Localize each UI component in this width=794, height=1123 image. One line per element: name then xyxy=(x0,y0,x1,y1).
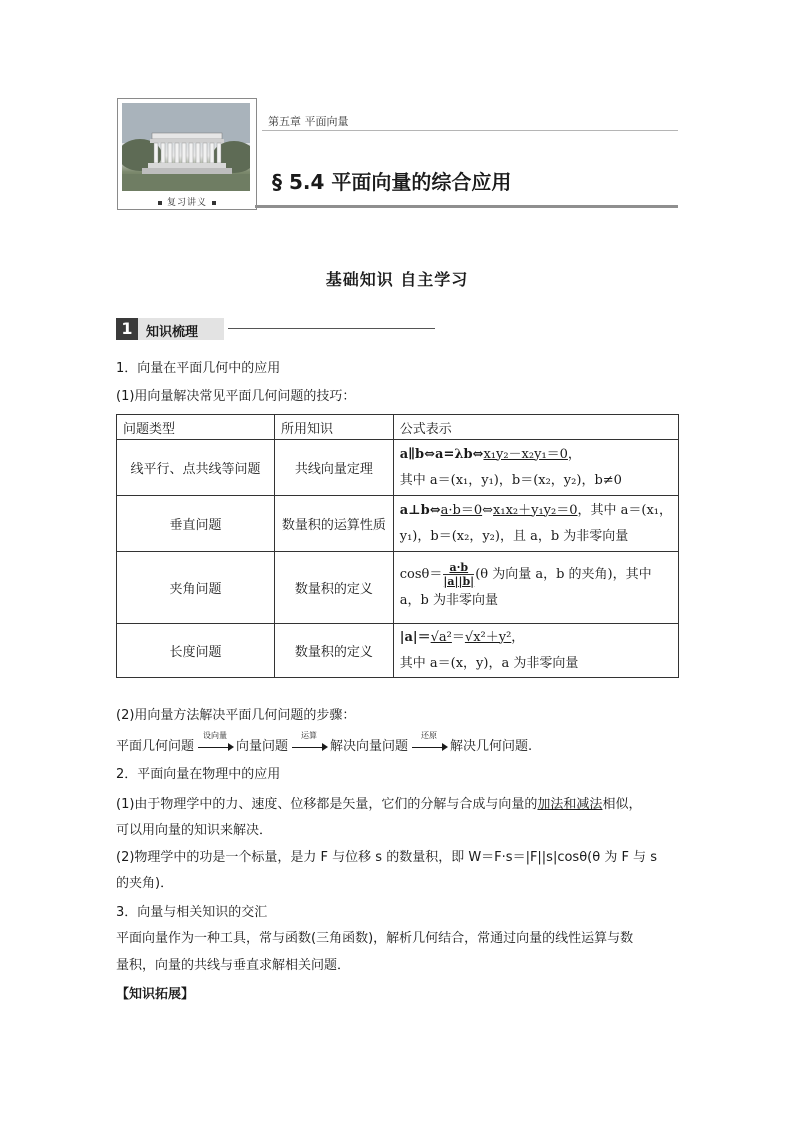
row-type: 夹角问题 xyxy=(117,552,275,624)
photo-caption: 复习讲义 xyxy=(118,195,256,208)
sec1-sub1: (1)用向量解决常见平面几何问题的技巧： xyxy=(116,389,356,404)
sec3-title: 3．向量与相关知识的交汇 xyxy=(116,905,268,920)
step-text: 解决向量问题 xyxy=(330,739,409,754)
formula-text: a∥b⇔a=λb⇔ xyxy=(399,446,484,462)
arrow-label: 设向量 xyxy=(203,731,228,740)
fraction xyxy=(443,561,474,588)
chapter-label: 第五章 平面向量 xyxy=(268,115,349,128)
arrow-label: 运算 xyxy=(301,731,318,740)
row-formula xyxy=(393,496,678,552)
header-divider xyxy=(262,130,678,131)
badge-label: 知识梳理 xyxy=(146,325,199,340)
sec2-title: 2．平面向量在物理中的应用 xyxy=(116,767,281,782)
formula-text: ， xyxy=(567,446,581,462)
arrow xyxy=(194,731,236,755)
main-title: 基础知识 自主学习 xyxy=(325,270,469,289)
row-knowledge: 数量积的定义 xyxy=(274,624,393,678)
arrow xyxy=(288,731,330,755)
row-formula xyxy=(393,624,678,678)
sec3-p: 平面向量作为一种工具，常与函数(三角函数)，解析几何结合，常通过向量的线性运算与数 xyxy=(116,931,634,946)
formula-text: (θ 为向量 a，b 的夹角)，其中 xyxy=(475,567,652,582)
row-type: 线平行、点共线等问题 xyxy=(117,440,275,496)
sec2-p1 xyxy=(116,796,641,813)
underlined-term: 加法和减法 xyxy=(537,797,603,812)
sec2-p1-line2: 可以用向量的知识来解决． xyxy=(116,823,273,838)
formula-blank: a·b＝0 xyxy=(440,502,483,518)
formula-text: ， xyxy=(511,629,525,645)
formula-text: |a|＝ xyxy=(399,629,431,645)
formula-blank: √a² xyxy=(430,629,452,645)
row-type: 长度问题 xyxy=(117,624,275,678)
sec2-p2: (2)物理学中的功是一个标量，是力 F 与位移 s 的数量积，即 W＝F·s＝|F||s|cosθ(θ 为 F 与 s xyxy=(116,850,657,865)
table-row xyxy=(117,440,679,496)
text: (1)由于物理学中的力、速度、位移都是矢量，它们的分解与合成与向量的 xyxy=(116,797,538,812)
steps-flow xyxy=(116,731,533,755)
step-text: 解决几何问题. xyxy=(450,739,533,754)
knowledge-extension: 【知识拓展】 xyxy=(116,987,195,1002)
formula-table xyxy=(116,414,679,678)
formula-text: ，其中 a＝(x₁， xyxy=(577,502,672,518)
table-row xyxy=(117,552,679,624)
section-title: § 5.4 平面向量的综合应用 xyxy=(272,170,512,194)
formula-text: cosθ＝ xyxy=(399,567,443,582)
formula-text: a，b 为非零向量 xyxy=(399,593,498,608)
fraction-numerator: a·b xyxy=(443,561,474,575)
formula-text: 其中 a＝(x，y)，a 为非零向量 xyxy=(399,655,579,671)
row-formula xyxy=(393,440,678,496)
formula-text: ⇔ xyxy=(482,502,494,518)
row-knowledge: 数量积的定义 xyxy=(274,552,393,624)
step-text: 向量问题 xyxy=(236,739,289,754)
badge-number: 1 xyxy=(116,318,138,340)
arrow-label: 还原 xyxy=(421,731,438,740)
sec3-p-line2: 量积，向量的共线与垂直求解相关问题． xyxy=(116,958,351,973)
table-header: 问题类型 xyxy=(117,415,275,440)
text: 相似， xyxy=(602,797,642,812)
badge-rule xyxy=(228,328,435,329)
sec1-sub2: (2)用向量方法解决平面几何问题的步骤： xyxy=(116,708,356,723)
formula-blank: √x²＋y² xyxy=(464,629,512,645)
formula-text: y₁)，b＝(x₂，y₂)，且 a，b 为非零向量 xyxy=(399,528,629,544)
formula-blank: x₁y₂－x₂y₁＝0 xyxy=(483,446,568,462)
table-header: 所用知识 xyxy=(274,415,393,440)
formula-text: a⊥b⇔ xyxy=(399,502,441,518)
row-knowledge: 数量积的运算性质 xyxy=(274,496,393,552)
step-text: 平面几何问题 xyxy=(116,739,195,754)
table-header-row xyxy=(117,415,679,440)
fraction-denominator: |a||b| xyxy=(443,575,475,588)
row-knowledge: 共线向量定理 xyxy=(274,440,393,496)
table-row xyxy=(117,496,679,552)
sec1-title: 1．向量在平面几何中的应用 xyxy=(116,361,281,376)
header-rule xyxy=(255,205,678,208)
knowledge-badge xyxy=(116,318,224,340)
table-header: 公式表示 xyxy=(393,415,678,440)
header-photo-frame xyxy=(117,98,257,210)
sec2-p2-line2: 的夹角)． xyxy=(116,876,174,891)
row-type: 垂直问题 xyxy=(117,496,275,552)
row-formula xyxy=(393,552,678,624)
formula-blank: x₁x₂＋y₁y₂＝0 xyxy=(493,502,578,518)
memorial-photo xyxy=(122,103,250,191)
arrow xyxy=(408,731,450,755)
formula-text: 其中 a＝(x₁，y₁)，b＝(x₂，y₂)，b≠0 xyxy=(399,472,622,488)
table-row xyxy=(117,624,679,678)
formula-text: ＝ xyxy=(451,629,465,645)
